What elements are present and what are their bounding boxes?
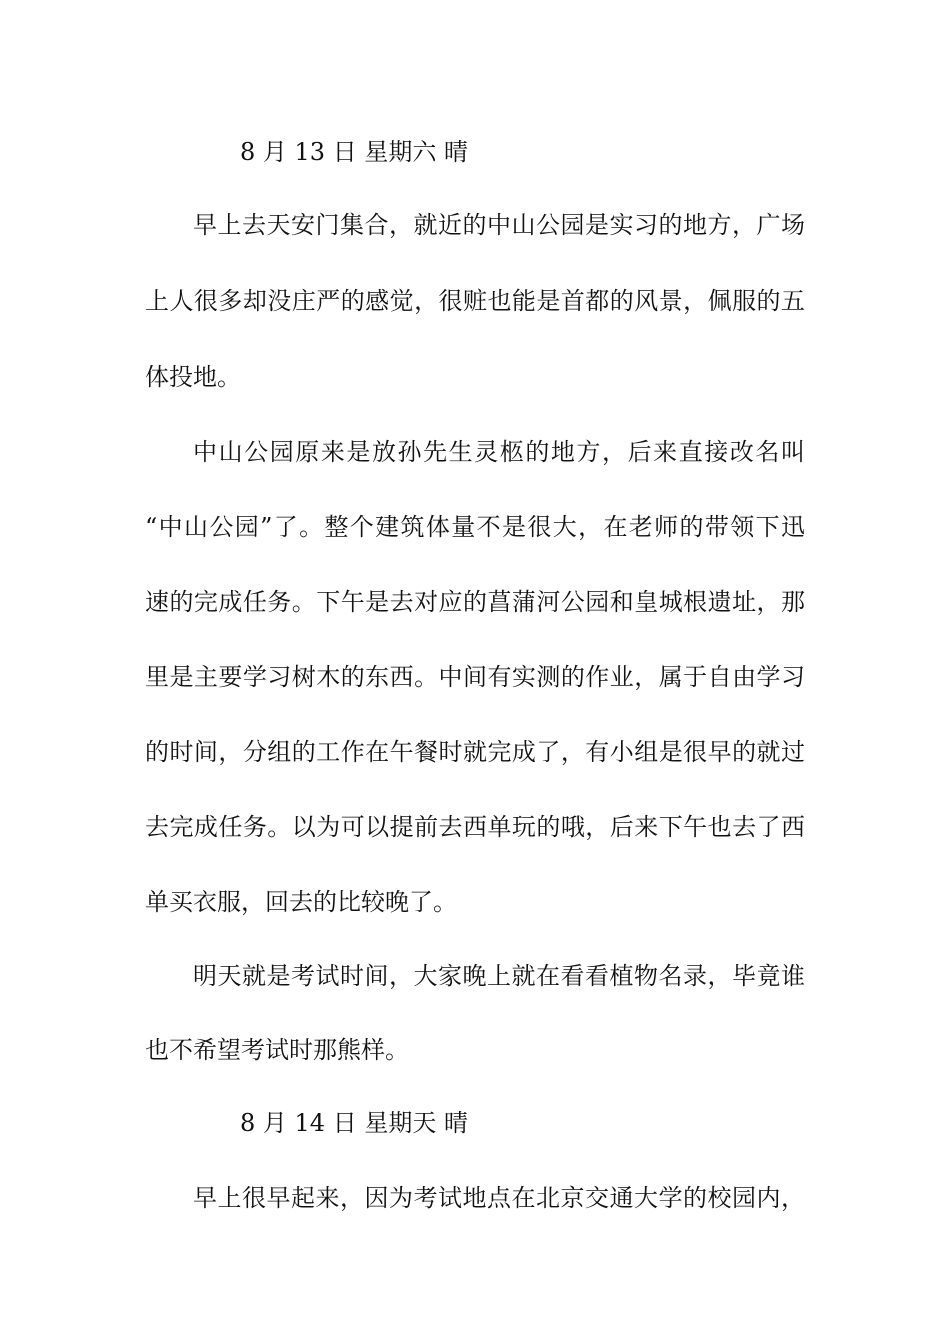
- paragraph-1-line-3: 体投地。: [145, 363, 241, 391]
- entry-date-1: 8 月 13 日 星期六 晴: [240, 138, 468, 166]
- paragraph-1-line-1: 早上去天安门集合，就近的中山公园是实习的地方，广场: [193, 211, 805, 239]
- paragraph-1-line-2: 上人很多却没庄严的感觉，很赃也能是首都的风景，佩服的五: [145, 287, 805, 315]
- paragraph-2-line-1: 中山公园原来是放孙先生灵柩的地方，后来直接改名叫: [193, 438, 805, 466]
- paragraph-2-line-7: 单买衣服，回去的比较晚了。: [145, 888, 457, 916]
- paragraph-2-line-6: 去完成任务。以为可以提前去西单玩的哦，后来下午也去了西: [145, 813, 805, 841]
- paragraph-3-line-2: 也不希望考试时那熊样。: [145, 1036, 409, 1064]
- paragraph-2-line-4: 里是主要学习树木的东西。中间有实测的作业，属于自由学习: [145, 663, 805, 691]
- entry-date-2: 8 月 14 日 星期天 晴: [240, 1109, 468, 1137]
- paragraph-2-line-5: 的时间，分组的工作在午餐时就完成了，有小组是很早的就过: [145, 738, 805, 766]
- paragraph-4-line-1: 早上很早起来，因为考试地点在北京交通大学的校园内，: [193, 1184, 805, 1212]
- paragraph-3-line-1: 明天就是考试时间，大家晚上就在看看植物名录，毕竟谁: [193, 962, 805, 990]
- paragraph-2-line-2: “中山公园”了。整个建筑体量不是很大，在老师的带领下迅: [145, 513, 805, 541]
- paragraph-2-line-3: 速的完成任务。下午是去对应的菖蒲河公园和皇城根遗址，那: [145, 588, 805, 616]
